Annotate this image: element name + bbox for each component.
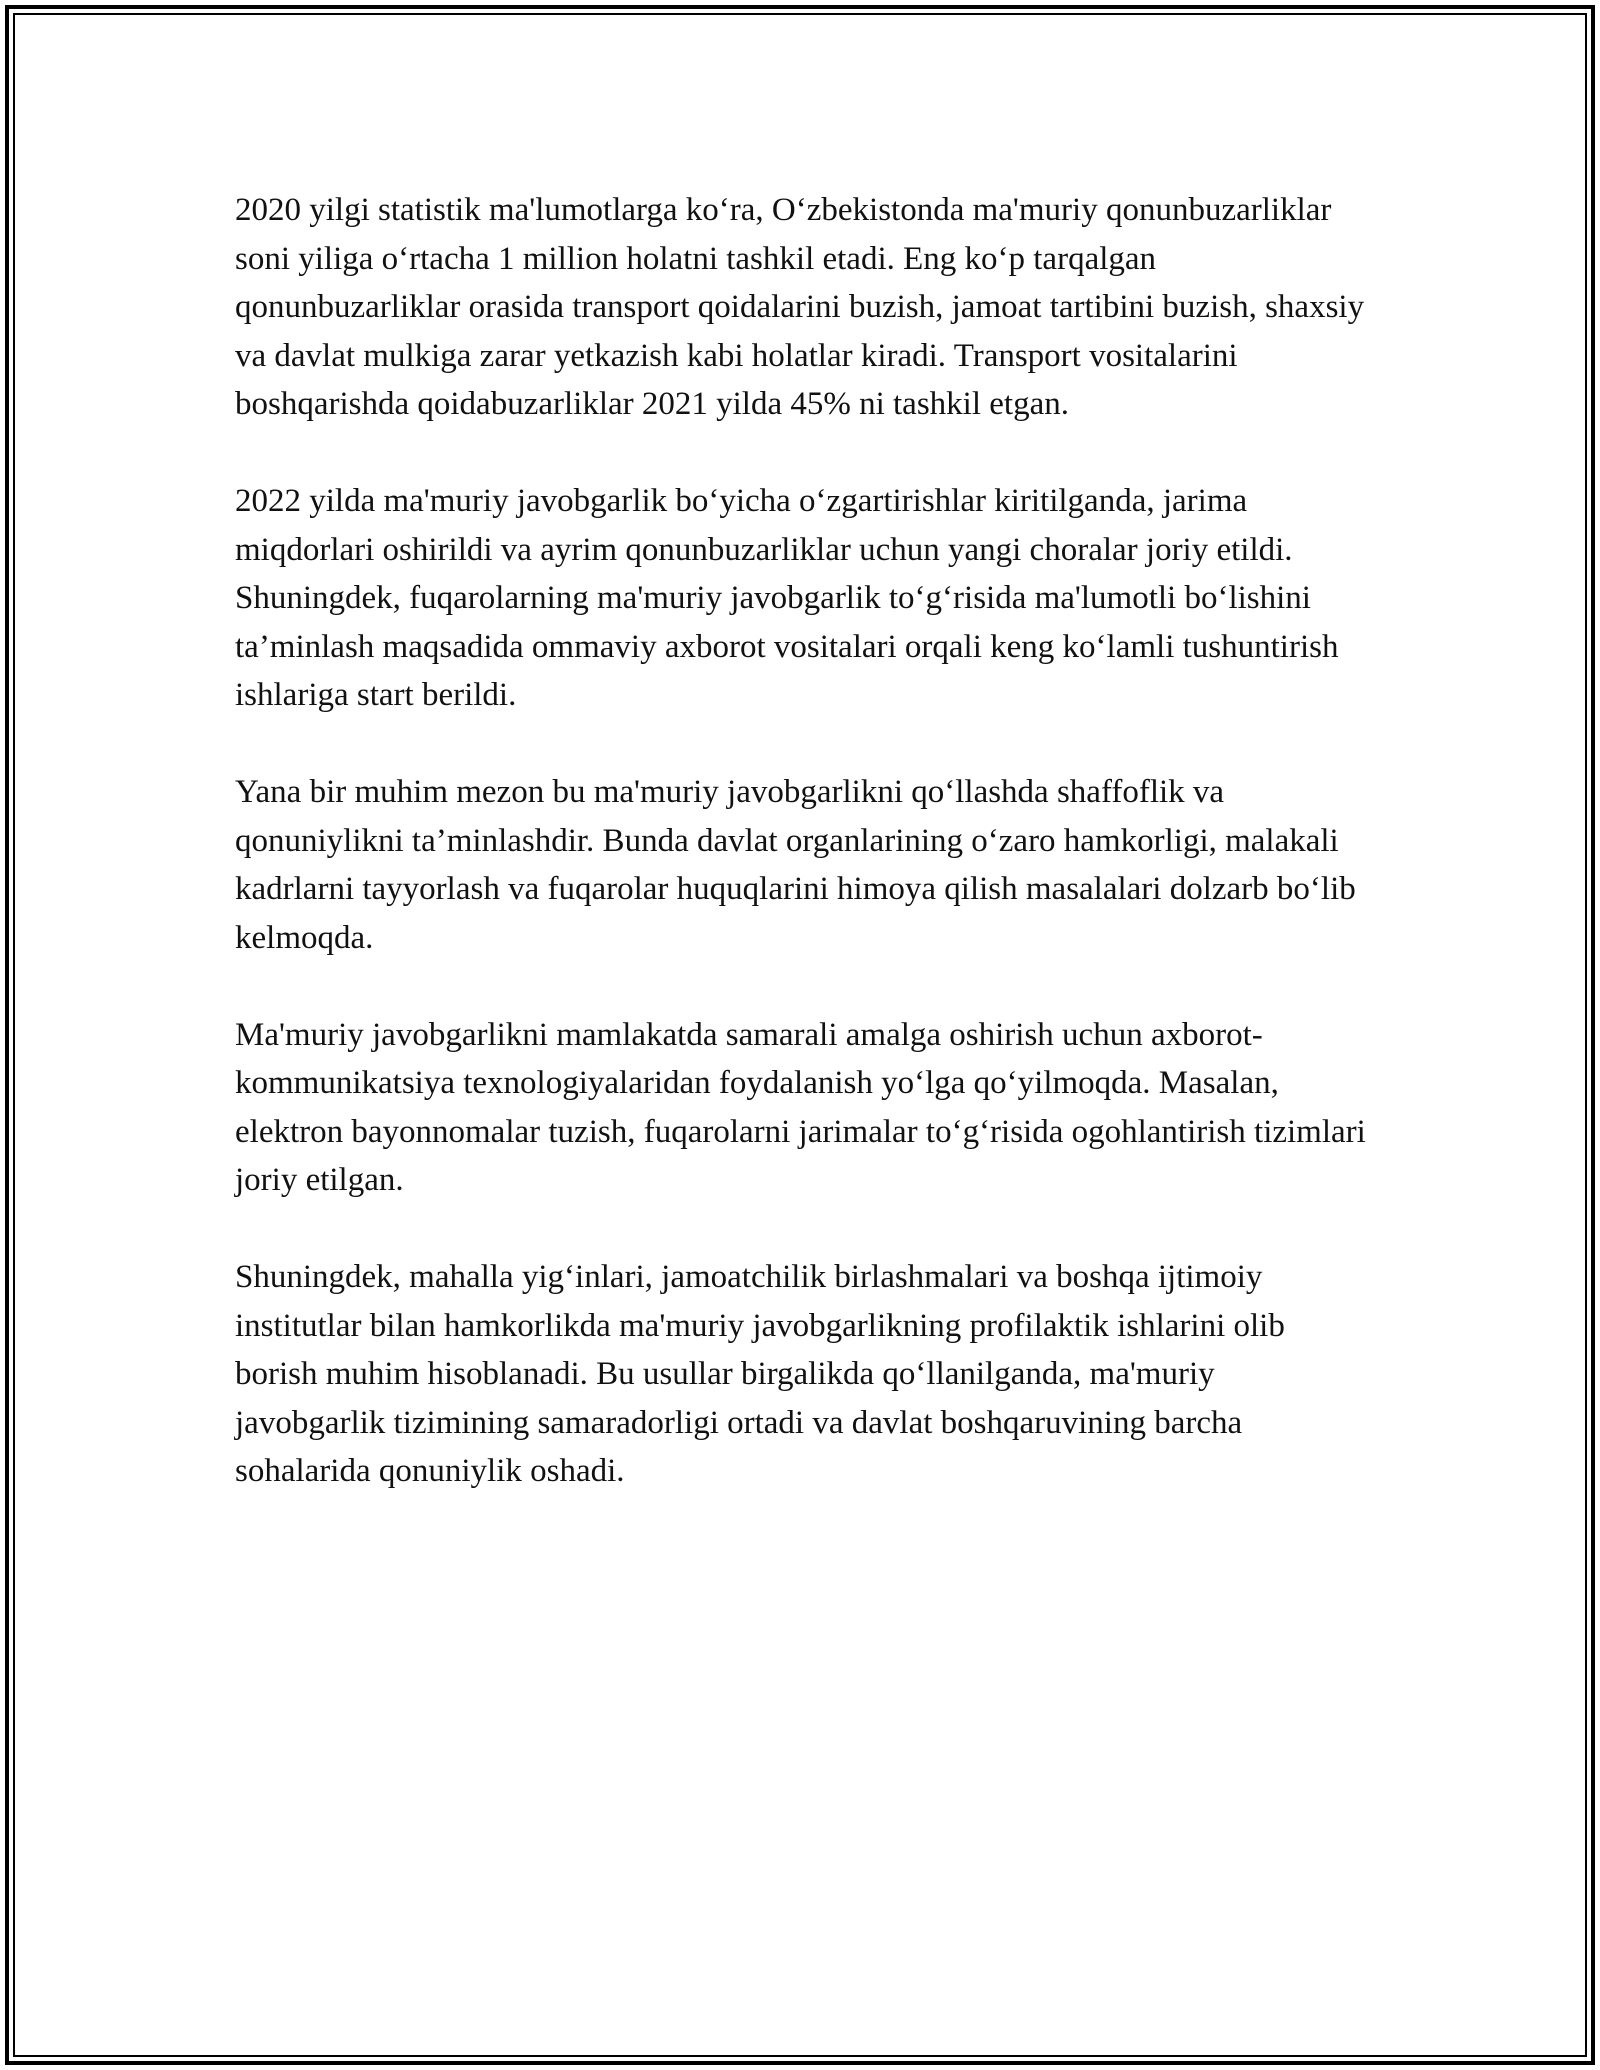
paragraph-2: 2022 yilda ma'muriy javobgarlik bo‘yicha o‘zgartirishlar kiritilganda, jarima miqdorlari oshirildi va ayrim qonunbuzarliklar uchun yangi choralar joriy etildi. Shuningdek, fuqarolarning ma'muriy javobgarlik to‘g‘risida ma'lumotli bo‘lishini ta’minlash maqsadida ommaviy axborot vositalari orqali keng ko‘lamli tushuntirish ishlariga start berildi. bbox=[235, 483, 1339, 713]
document-body bbox=[235, 186, 1370, 1496]
paragraph-5: Shuningdek, mahalla yig‘inlari, jamoatchilik birlashmalari va boshqa ijtimoiy institutlar bilan hamkorlikda ma'muriy javobgarlikning profilaktik ishlarini olib borish muhim hisoblanadi. Bu usullar birgalikda qo‘llanilganda, ma'muriy javobgarlik tizimining samaradorligi ortadi va davlat boshqaruvining barcha sohalarida qonuniylik oshadi. bbox=[235, 1259, 1285, 1489]
paragraph-1: 2020 yilgi statistik ma'lumotlarga ko‘ra, O‘zbekistonda ma'muriy qonunbuzarliklar soni yiliga o‘rtacha 1 million holatni tashkil etadi. Eng ko‘p tarqalgan qonunbuzarliklar orasida transport qoidalarini buzish, jamoat tartibini buzish, shaxsiy va davlat mulkiga zarar yetkazish kabi holatlar kiradi. Transport vositalarini boshqarishda qoidabuzarliklar 2021 yilda 45% ni tashkil etgan. bbox=[235, 192, 1365, 422]
paragraph-3: Yana bir muhim mezon bu ma'muriy javobgarlikni qo‘llashda shaffoflik va qonuniylikni ta’minlashdir. Bunda davlat organlarining o‘zaro hamkorligi, malakali kadrlarni tayyorlash va fuqarolar huquqlarini himoya qilish masalalari dolzarb bo‘lib kelmoqda. bbox=[235, 774, 1356, 956]
paragraph-4: Ma'muriy javobgarlikni mamlakatda samarali amalga oshirish uchun axborot-kommunikatsiya texnologiyalaridan foydalanish yo‘lga qo‘yilmoqda. Masalan, elektron bayonnomalar tuzish, fuqarolarni jarimalar to‘g‘risida ogohlantirish tizimlari joriy etilgan. bbox=[235, 1016, 1366, 1198]
